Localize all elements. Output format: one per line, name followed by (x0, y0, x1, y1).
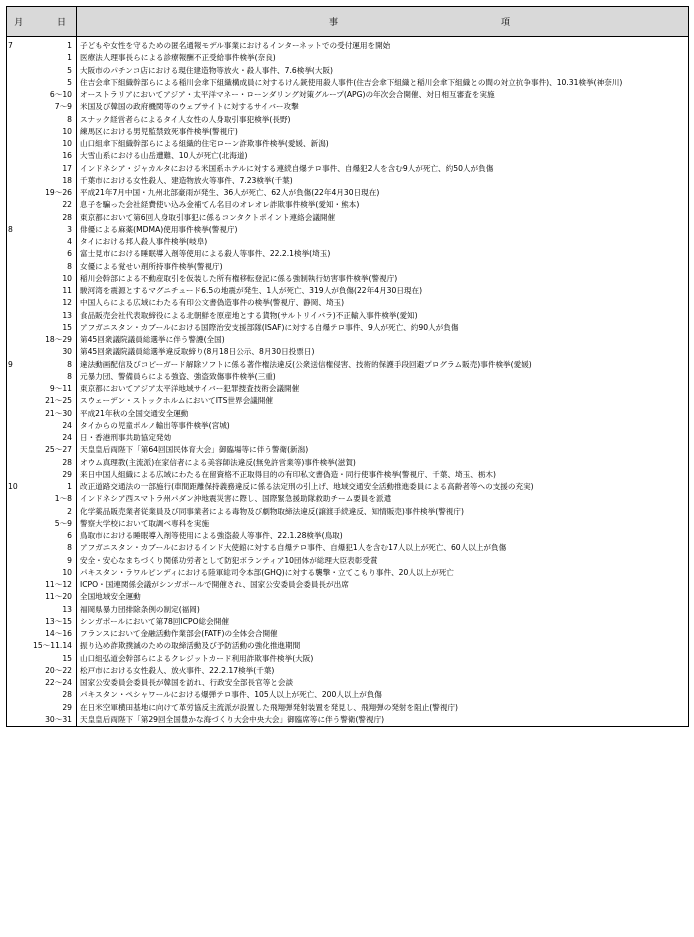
row-event: インドネシア西スマトラ州パダン沖地震災害に際し、国際緊急援助隊救助チーム要員を派遣 (77, 493, 689, 505)
row-day: 28 (31, 212, 77, 224)
table-row (7, 444, 689, 456)
row-month (7, 187, 31, 199)
row-month (7, 114, 31, 126)
row-event: スナック経営者らによるタイ人女性の人身取引事犯検挙(長野) (77, 114, 689, 126)
table-row (7, 77, 689, 89)
row-day: 13～15 (31, 616, 77, 628)
table-row (7, 714, 689, 727)
row-day: 5～9 (31, 518, 77, 530)
row-month (7, 591, 31, 603)
table-row (7, 457, 689, 469)
row-day: 15 (31, 653, 77, 665)
row-event: 第45回衆議院議員総選挙違反取締り(8月18日公示、8月30日投票日) (77, 346, 689, 358)
row-day: 7～9 (31, 101, 77, 113)
row-day: 3 (31, 224, 77, 236)
row-day: 4 (31, 236, 77, 248)
row-day: 5 (31, 65, 77, 77)
row-month (7, 334, 31, 346)
row-event: 東京都において第6回人身取引事犯に係るコンタクトポイント連絡会議開催 (77, 212, 689, 224)
row-day: 22～24 (31, 677, 77, 689)
row-day: 8 (31, 359, 77, 371)
row-day: 15 (31, 322, 77, 334)
table-row (7, 481, 689, 493)
row-event: 在日米空軍横田基地に向けて革労協反主流派が設置した飛翔弾発射装置を発見し、飛翔弾の発射を阻止(警視庁) (77, 702, 689, 714)
table-row (7, 224, 689, 236)
row-day: 12 (31, 297, 77, 309)
table-row (7, 65, 689, 77)
row-day: 5 (31, 77, 77, 89)
row-day: 30～31 (31, 714, 77, 727)
table-row (7, 285, 689, 297)
table-row (7, 542, 689, 554)
table-row (7, 518, 689, 530)
row-day: 22 (31, 199, 77, 211)
row-event: 中国人らによる広域にわたる有印公文書偽造事件の検挙(警視庁、静岡、埼玉) (77, 297, 689, 309)
table-row (7, 395, 689, 407)
row-event: 化学薬品販売業者従業員及び同事業者による毒物及び劇物取締法違反(譲渡手続違反、知情販売)事件検挙(警視庁) (77, 506, 689, 518)
row-event: 来日中国人組織による広域にわたる在留資格不正取得目的の有印私文書偽造・同行使事件検挙(警視庁、千葉、埼玉、栃木) (77, 469, 689, 481)
row-month (7, 518, 31, 530)
row-event: 警察大学校において取調べ専科を実施 (77, 518, 689, 530)
row-event: 食品販売会社代表取締役による北朝鮮を原産地とする貨物(サルトリイバラ)不正輸入事件検挙(愛知) (77, 310, 689, 322)
row-day: 29 (31, 469, 77, 481)
row-day: 6 (31, 248, 77, 260)
row-month (7, 52, 31, 64)
row-day: 11 (31, 285, 77, 297)
row-day: 8 (31, 261, 77, 273)
table-row (7, 506, 689, 518)
row-month (7, 432, 31, 444)
table-row (7, 89, 689, 101)
row-event: シンガポールにおいて第78回ICPO総会開催 (77, 616, 689, 628)
row-month (7, 175, 31, 187)
table-row (7, 310, 689, 322)
row-month (7, 665, 31, 677)
row-month (7, 371, 31, 383)
table-row (7, 616, 689, 628)
table-row (7, 346, 689, 358)
row-day: 1 (31, 52, 77, 64)
table-row (7, 469, 689, 481)
row-month (7, 579, 31, 591)
row-day: 9～11 (31, 383, 77, 395)
row-month (7, 567, 31, 579)
row-month (7, 322, 31, 334)
row-day: 13 (31, 310, 77, 322)
row-event: スウェーデン・ストックホルムにおいてITS世界会議開催 (77, 395, 689, 407)
row-event: 俳優による麻薬(MDMA)使用事件検挙(警視庁) (77, 224, 689, 236)
table-row (7, 640, 689, 652)
row-month (7, 236, 31, 248)
row-event: フランスにおいて金融活動作業部会(FATF)の全体会合開催 (77, 628, 689, 640)
row-month (7, 150, 31, 162)
row-event: パキスタン・ラワルピンディにおける陸軍総司令本部(GHQ)に対する襲撃・立てこもり事件、20人以上が死亡 (77, 567, 689, 579)
row-event: 松戸市における女性殺人、放火事件、22.2.17検挙(千葉) (77, 665, 689, 677)
row-day: 2 (31, 506, 77, 518)
row-event: 練馬区における男児監禁致死事件検挙(警視庁) (77, 126, 689, 138)
row-event: ICPO・国連関係会議がシンガポールで開催され、国家公安委員会委員長が出席 (77, 579, 689, 591)
row-month (7, 444, 31, 456)
row-month (7, 677, 31, 689)
table-row (7, 702, 689, 714)
table-row (7, 101, 689, 113)
table-row (7, 150, 689, 162)
row-event: 大雪山系における山岳遭難、10人が死亡(北海道) (77, 150, 689, 162)
table-row (7, 236, 689, 248)
table-row (7, 273, 689, 285)
row-day: 28 (31, 457, 77, 469)
table-row (7, 52, 689, 64)
row-month (7, 493, 31, 505)
row-day: 16 (31, 150, 77, 162)
row-month (7, 542, 31, 554)
row-day: 11～20 (31, 591, 77, 603)
row-month (7, 506, 31, 518)
row-event: 天皇皇后両陛下「第64回国民体育大会」御臨場等に伴う警衛(新潟) (77, 444, 689, 456)
row-month (7, 346, 31, 358)
row-event: 平成21年7月中国・九州北部豪雨が発生、36人が死亡、62人が負傷(22年4月30日現在) (77, 187, 689, 199)
row-month (7, 89, 31, 101)
row-month (7, 248, 31, 260)
row-event: タイにおける邦人殺人事件検挙(岐阜) (77, 236, 689, 248)
row-month (7, 469, 31, 481)
row-day: 8 (31, 542, 77, 554)
row-month (7, 310, 31, 322)
row-event: 子どもや女性を守るための匿名通報モデル事業におけるインターネットでの受付運用を開始 (77, 37, 689, 53)
row-month (7, 604, 31, 616)
table-row (7, 408, 689, 420)
row-event: アフガニスタン・カブールにおけるインド大使館に対する自爆テロ事件、自爆犯1人を含む17人以上が死亡、60人以上が負傷 (77, 542, 689, 554)
row-event: 東京都においてアジア太平洋地域サイバー犯罪捜査技術会議開催 (77, 383, 689, 395)
table-row (7, 628, 689, 640)
row-day: 10 (31, 138, 77, 150)
row-day: 21～25 (31, 395, 77, 407)
row-event: インドネシア・ジャカルタにおける米国系ホテルに対する連続自爆テロ事件、自爆犯2人を含む9人が死亡、約50人が負傷 (77, 163, 689, 175)
table-row (7, 665, 689, 677)
table-row (7, 175, 689, 187)
row-month (7, 383, 31, 395)
row-month (7, 77, 31, 89)
table-header (7, 7, 689, 37)
row-month (7, 653, 31, 665)
row-event: 山口組弘道会幹部らによるクレジットカード利用詐欺事件検挙(大阪) (77, 653, 689, 665)
row-day: 10 (31, 126, 77, 138)
row-month: 8 (7, 224, 31, 236)
row-day: 24 (31, 420, 77, 432)
row-day: 10 (31, 567, 77, 579)
row-event: 日・香港刑事共助協定発効 (77, 432, 689, 444)
table-row (7, 371, 689, 383)
row-event: オウム真理教(主流派)在家信者による美容師法違反(無免許営業等)事件検挙(滋賀) (77, 457, 689, 469)
row-month: 9 (7, 359, 31, 371)
row-month (7, 212, 31, 224)
table-row (7, 677, 689, 689)
table-row (7, 420, 689, 432)
row-day: 25～27 (31, 444, 77, 456)
row-month (7, 285, 31, 297)
row-month (7, 616, 31, 628)
row-month (7, 714, 31, 727)
row-month (7, 101, 31, 113)
row-month (7, 273, 31, 285)
row-event: 富士見市における睡眠導入剤等使用による殺人等事件、22.2.1検挙(埼玉) (77, 248, 689, 260)
row-day: 14～16 (31, 628, 77, 640)
table-row (7, 432, 689, 444)
table-row (7, 579, 689, 591)
row-month (7, 408, 31, 420)
row-day: 17 (31, 163, 77, 175)
row-event: 平成21年秋の全国交通安全運動 (77, 408, 689, 420)
row-month (7, 138, 31, 150)
table-row (7, 114, 689, 126)
row-day: 29 (31, 702, 77, 714)
row-day: 30 (31, 346, 77, 358)
row-month (7, 163, 31, 175)
row-day: 20～22 (31, 665, 77, 677)
row-day: 28 (31, 689, 77, 701)
row-event: 山口組傘下組織幹部らによる組織的住宅ローン詐欺事件検挙(愛媛、新潟) (77, 138, 689, 150)
table-row (7, 530, 689, 542)
table-row (7, 297, 689, 309)
header-month: 月 (7, 7, 31, 37)
row-event: 住吉会傘下組織幹部らによる稲川会傘下組織構成員に対するけん銃使用殺人事件(住吉会傘下組織と稲川会傘下組織との間の対立抗争事件)、10.31検挙(神奈川) (77, 77, 689, 89)
table-row (7, 199, 689, 211)
table-row (7, 163, 689, 175)
row-event: パキスタン・ペシャワールにおける爆弾テロ事件、105人以上が死亡、200人以上が負傷 (77, 689, 689, 701)
table-row (7, 212, 689, 224)
row-day: 1～8 (31, 493, 77, 505)
row-event: 女優による覚せい剤所持事件検挙(警視庁) (77, 261, 689, 273)
row-month (7, 689, 31, 701)
row-event: 千葉市における女性殺人、建造物放火等事件、7.23検挙(千葉) (77, 175, 689, 187)
row-event: 鳥取市における睡眠導入剤等使用による強盗殺人等事件、22.1.28検挙(鳥取) (77, 530, 689, 542)
table-row (7, 187, 689, 199)
row-event: 改正道路交通法の一部施行(車間距離保持義務違反に係る法定刑の引上げ、地域交通安全活動推進委員による高齢者等への支援の充実) (77, 481, 689, 493)
row-day: 6 (31, 530, 77, 542)
table-body (7, 37, 689, 727)
row-event: 安全・安心なまちづくり関係功労者として防犯ボランティア10団体が総理大臣表彰受賞 (77, 555, 689, 567)
row-event: 大阪市のパチンコ店における現住建造物等放火・殺人事件、7.6検挙(大阪) (77, 65, 689, 77)
row-month (7, 640, 31, 652)
table-row (7, 359, 689, 371)
table-row (7, 604, 689, 616)
row-event: 息子を騙った会社経費使い込み金補てん名目のオレオレ詐欺事件検挙(愛知・熊本) (77, 199, 689, 211)
row-month (7, 530, 31, 542)
row-event: 元暴力団、警備員らによる強盗、強盗致傷事件検挙(三重) (77, 371, 689, 383)
chronology-table (6, 6, 689, 727)
header-day: 日 (31, 7, 77, 37)
row-event: 稲川会幹部による不動産取引を仮装した所有権移転登記に係る強制執行妨害事件検挙(警視庁) (77, 273, 689, 285)
header-event-right: 項 (500, 18, 510, 28)
row-event: タイからの児童ポルノ輸出等事件検挙(宮城) (77, 420, 689, 432)
row-day: 9 (31, 555, 77, 567)
row-day: 13 (31, 604, 77, 616)
row-day: 18～29 (31, 334, 77, 346)
row-month: 7 (7, 37, 31, 53)
row-month (7, 65, 31, 77)
row-month (7, 261, 31, 273)
row-month (7, 555, 31, 567)
row-month (7, 420, 31, 432)
row-event: 米国及び韓国の政府機関等のウェブサイトに対するサイバー攻撃 (77, 101, 689, 113)
table-row (7, 689, 689, 701)
row-month: 10 (7, 481, 31, 493)
table-row (7, 248, 689, 260)
row-day: 1 (31, 481, 77, 493)
row-event: 全国地域安全運動 (77, 591, 689, 603)
row-month (7, 297, 31, 309)
table-row (7, 37, 689, 53)
chronology-table-wrapper (6, 6, 688, 727)
row-day: 21～30 (31, 408, 77, 420)
row-day: 1 (31, 37, 77, 53)
table-row (7, 383, 689, 395)
row-day: 10 (31, 273, 77, 285)
table-row (7, 322, 689, 334)
row-day: 11～12 (31, 579, 77, 591)
table-row (7, 555, 689, 567)
row-event: 違法動画配信及びコピーガード解除ソフトに係る著作権法違反(公衆送信権侵害、技術的保護手段回避プログラム販売)事件検挙(愛媛) (77, 359, 689, 371)
row-month (7, 126, 31, 138)
row-month (7, 457, 31, 469)
row-day: 15～11.14 (31, 640, 77, 652)
row-day: 8 (31, 114, 77, 126)
row-month (7, 628, 31, 640)
row-month (7, 702, 31, 714)
row-event: 第45回衆議院議員総選挙に伴う警護(全国) (77, 334, 689, 346)
row-event: アフガニスタン・カブールにおける国際治安支援部隊(ISAF)に対する自爆テロ事件、9人が死亡、約90人が負傷 (77, 322, 689, 334)
row-day: 18 (31, 175, 77, 187)
row-event: 駿河湾を震源とするマグニチュード6.5の地震が発生、1人が死亡、319人が負傷(22年4月30日現在) (77, 285, 689, 297)
header-event-left: 事 (329, 18, 339, 28)
table-row (7, 591, 689, 603)
row-event: 振り込め詐欺撲滅のための取締活動及び予防活動の強化推進期間 (77, 640, 689, 652)
table-row (7, 138, 689, 150)
table-row (7, 567, 689, 579)
table-row (7, 493, 689, 505)
header-event (77, 7, 689, 37)
table-row (7, 334, 689, 346)
row-day: 19～26 (31, 187, 77, 199)
row-day: 24 (31, 432, 77, 444)
row-month (7, 395, 31, 407)
row-event: 福岡県暴力団排除条例の制定(福岡) (77, 604, 689, 616)
row-event: 天皇皇后両陛下「第29回全国豊かな海づくり大会中央大会」御臨席等に伴う警衛(警視庁) (77, 714, 689, 727)
row-day: 8 (31, 371, 77, 383)
table-row (7, 653, 689, 665)
row-event: オーストラリアにおいてアジア・太平洋マネー・ローンダリング対策グループ(APG)の年次会合開催、対日相互審査を実施 (77, 89, 689, 101)
table-row (7, 126, 689, 138)
row-day: 6～10 (31, 89, 77, 101)
row-month (7, 199, 31, 211)
row-event: 医療法人理事長らによる診療報酬不正受給事件検挙(奈良) (77, 52, 689, 64)
row-event: 国家公安委員会委員長が韓国を訪れ、行政安全部長官等と会談 (77, 677, 689, 689)
table-row (7, 261, 689, 273)
